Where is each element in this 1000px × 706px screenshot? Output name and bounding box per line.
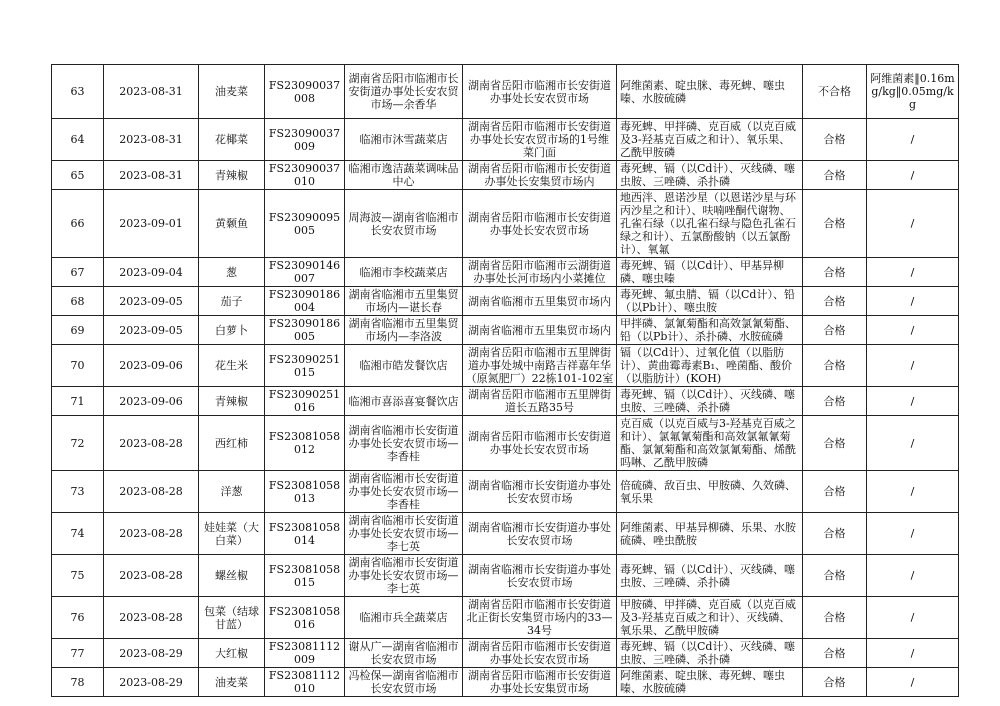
sampled-unit: 湖南省临湘市长安街道办事处长安农贸市场—李七英 — [345, 513, 463, 555]
food-name: 白萝卜 — [199, 316, 265, 345]
sampling-date: 2023-08-28 — [104, 416, 199, 471]
test-items: 毒死蜱、镉（以Cd计）、灭线磷、噻虫胺、三唑磷、杀扑磷 — [617, 555, 803, 597]
remark: / — [867, 668, 959, 697]
row-number: 72 — [52, 416, 104, 471]
row-number: 74 — [52, 513, 104, 555]
result: 合格 — [803, 416, 867, 471]
food-name: 油麦菜 — [199, 65, 265, 119]
sampling-date: 2023-09-05 — [104, 287, 199, 316]
unit-address: 湖南省岳阳市临湘市长安街道办事处长安农贸市场 — [463, 65, 617, 119]
unit-address: 湖南省临湘市长安街道办事处长安农贸市场 — [463, 555, 617, 597]
test-items: 毒死蜱、镉（以Cd计）、甲基异柳磷、噻虫嗪 — [617, 258, 803, 287]
result: 合格 — [803, 190, 867, 258]
unit-address: 湖南省岳阳市临湘市长安街道办事处长安农贸市场 — [463, 416, 617, 471]
remark: / — [867, 316, 959, 345]
food-name: 花椰菜 — [199, 119, 265, 161]
food-name: 娃娃菜（大白菜） — [199, 513, 265, 555]
table-row — [52, 345, 959, 387]
sampled-unit: 湖南省临湘市长安街道办事处长安农贸市场—李七英 — [345, 555, 463, 597]
remark: / — [867, 287, 959, 316]
sample-code: FS23081058012 — [265, 416, 345, 471]
sampling-date: 2023-08-28 — [104, 597, 199, 639]
remark: 阿维菌素‖0.16mg/kg‖0.05mg/kg — [867, 65, 959, 119]
sampled-unit: 谢从广—湖南省临湘市长安农贸市场 — [345, 639, 463, 668]
test-items: 克百威（以克百威与3-羟基克百威之和计）、氯氟氰菊酯和高效氯氟氰菊酯、氯氰菊酯和高效氯氰菊酯、烯酰吗啉、乙酰甲胺磷 — [617, 416, 803, 471]
sample-code: FS23090146007 — [265, 258, 345, 287]
sampled-unit: 湖南省临湘市五里集贸市场内—谌长春 — [345, 287, 463, 316]
result: 合格 — [803, 345, 867, 387]
table-row — [52, 555, 959, 597]
sampling-date: 2023-09-06 — [104, 345, 199, 387]
inspection-results-table — [51, 64, 959, 697]
row-number: 77 — [52, 639, 104, 668]
sampled-unit: 冯检保—湖南省临湘市长安农贸市场 — [345, 668, 463, 697]
sample-code: FS23081112009 — [265, 639, 345, 668]
sampled-unit: 湖南省临湘市长安街道办事处长安农贸市场—李香桂 — [345, 416, 463, 471]
sample-code: FS23090037008 — [265, 65, 345, 119]
sampling-date: 2023-08-31 — [104, 65, 199, 119]
table-row — [52, 597, 959, 639]
table-row — [52, 161, 959, 190]
unit-address: 湖南省岳阳市临湘市长安街道北正街长安集贸市场内的33—34号 — [463, 597, 617, 639]
sample-code: FS23090251016 — [265, 387, 345, 416]
food-name: 青辣椒 — [199, 161, 265, 190]
test-items: 甲胺磷、甲拌磷、克百威（以克百威及3-羟基克百威之和计）、灭线磷、氧乐果、乙酰甲胺磷 — [617, 597, 803, 639]
sampling-date: 2023-09-04 — [104, 258, 199, 287]
sampling-date: 2023-08-31 — [104, 161, 199, 190]
table-row — [52, 287, 959, 316]
unit-address: 湖南省岳阳市临湘市长安街道办事处长安农贸市场的1号维菜门面 — [463, 119, 617, 161]
result: 合格 — [803, 119, 867, 161]
food-name: 西红柿 — [199, 416, 265, 471]
remark: / — [867, 345, 959, 387]
food-name: 茄子 — [199, 287, 265, 316]
sampling-date: 2023-09-01 — [104, 190, 199, 258]
test-items: 阿维菌素、啶虫脒、毒死蜱、噻虫嗪、水胺硫磷 — [617, 668, 803, 697]
remark: / — [867, 119, 959, 161]
food-name: 葱 — [199, 258, 265, 287]
sample-code: FS23090186004 — [265, 287, 345, 316]
table-row — [52, 65, 959, 119]
table-row — [52, 513, 959, 555]
test-items: 甲拌磷、氯氰菊酯和高效氯氰菊酯、铅（以Pb计）、杀扑磷、水胺硫磷 — [617, 316, 803, 345]
test-items: 毒死蜱、甲拌磷、克百威（以克百威及3-羟基克百威之和计）、氧乐果、乙酰甲胺磷 — [617, 119, 803, 161]
row-number: 65 — [52, 161, 104, 190]
food-name: 大红椒 — [199, 639, 265, 668]
food-name: 螺丝椒 — [199, 555, 265, 597]
sample-code: FS23090251015 — [265, 345, 345, 387]
table-row — [52, 190, 959, 258]
row-number: 70 — [52, 345, 104, 387]
remark: / — [867, 555, 959, 597]
sampled-unit: 临湘市喜添喜宴餐饮店 — [345, 387, 463, 416]
sampling-date: 2023-08-28 — [104, 555, 199, 597]
unit-address: 湖南省临湘市长安街道办事处长安农贸市场 — [463, 471, 617, 513]
test-items: 毒死蜱、镉（以Cd计）、灭线磷、噻虫胺、三唑磷、杀扑磷 — [617, 639, 803, 668]
unit-address: 湖南省岳阳市临湘市长安街道办事处长安集贸市场 — [463, 668, 617, 697]
food-name: 包菜（结球甘蓝） — [199, 597, 265, 639]
sampled-unit: 湖南省临湘市长安街道办事处长安农贸市场—李香桂 — [345, 471, 463, 513]
test-items: 阿维菌素、啶虫脒、毒死蜱、噻虫嗪、水胺硫磷 — [617, 65, 803, 119]
food-name: 青辣椒 — [199, 387, 265, 416]
result: 合格 — [803, 639, 867, 668]
sample-code: FS23090186005 — [265, 316, 345, 345]
sample-code: FS23081058013 — [265, 471, 345, 513]
result: 合格 — [803, 513, 867, 555]
row-number: 67 — [52, 258, 104, 287]
table-row — [52, 387, 959, 416]
result: 合格 — [803, 161, 867, 190]
sampling-date: 2023-08-28 — [104, 471, 199, 513]
test-items: 镉（以Cd计）、过氧化值（以脂肪计）、黄曲霉毒素B₁、唑菌酯、酸价（以脂肪计）(KOH) — [617, 345, 803, 387]
remark: / — [867, 513, 959, 555]
food-name: 油麦菜 — [199, 668, 265, 697]
table-row — [52, 316, 959, 345]
sampling-date: 2023-09-06 — [104, 387, 199, 416]
sampled-unit: 临湘市李校蔬菜店 — [345, 258, 463, 287]
remark: / — [867, 597, 959, 639]
unit-address: 湖南省岳阳市临湘市云湖街道办事处长河市场内小菜摊位 — [463, 258, 617, 287]
remark: / — [867, 471, 959, 513]
row-number: 66 — [52, 190, 104, 258]
sampled-unit: 周海波—湖南省临湘市长安农贸市场 — [345, 190, 463, 258]
sample-code: FS23090037009 — [265, 119, 345, 161]
row-number: 78 — [52, 668, 104, 697]
result: 不合格 — [803, 65, 867, 119]
sample-code: FS23081058014 — [265, 513, 345, 555]
sample-code: FS23081058016 — [265, 597, 345, 639]
unit-address: 湖南省临湘市五里集贸市场内 — [463, 287, 617, 316]
unit-address: 湖南省岳阳市临湘市长安街道办事处长安农贸市场 — [463, 639, 617, 668]
unit-address: 湖南省岳阳市临湘市五里牌街道长五路35号 — [463, 387, 617, 416]
result: 合格 — [803, 258, 867, 287]
test-items: 阿维菌素、甲基异柳磷、乐果、水胺硫磷、唑虫酰胺 — [617, 513, 803, 555]
food-name: 洋葱 — [199, 471, 265, 513]
row-number: 71 — [52, 387, 104, 416]
row-number: 69 — [52, 316, 104, 345]
result: 合格 — [803, 287, 867, 316]
table-row — [52, 416, 959, 471]
result: 合格 — [803, 555, 867, 597]
row-number: 76 — [52, 597, 104, 639]
table-row — [52, 119, 959, 161]
row-number: 64 — [52, 119, 104, 161]
sample-code: FS23081058015 — [265, 555, 345, 597]
sample-code: FS23090095005 — [265, 190, 345, 258]
test-items: 倍硫磷、敌百虫、甲胺磷、久效磷、氧乐果 — [617, 471, 803, 513]
row-number: 68 — [52, 287, 104, 316]
remark: / — [867, 387, 959, 416]
table-row — [52, 668, 959, 697]
sampled-unit: 临湘市皓发餐饮店 — [345, 345, 463, 387]
row-number: 75 — [52, 555, 104, 597]
sampling-date: 2023-09-05 — [104, 316, 199, 345]
unit-address: 湖南省岳阳市临湘市长安街道办事处长安集贸市场内 — [463, 161, 617, 190]
test-items: 地西泮、恩诺沙星（以恩诺沙星与环丙沙星之和计）、呋喃唑酮代谢物、孔雀石绿（以孔雀石绿与隐色孔雀石绿之和计）、五氯酚酸钠（以五氯酚计）、氧氟 — [617, 190, 803, 258]
test-items: 毒死蜱、镉（以Cd计）、灭线磷、噻虫胺、三唑磷、杀扑磷 — [617, 387, 803, 416]
unit-address: 湖南省临湘市五里集贸市场内 — [463, 316, 617, 345]
test-items: 毒死蜱、氟虫腈、镉（以Cd计）、铅（以Pb计）、噻虫胺 — [617, 287, 803, 316]
result: 合格 — [803, 316, 867, 345]
food-name: 黄颡鱼 — [199, 190, 265, 258]
result: 合格 — [803, 387, 867, 416]
unit-address: 湖南省岳阳市临湘市五里牌街道办事处城中南路吉祥嘉年华（原氮肥厂）22栋101-102室 — [463, 345, 617, 387]
sampled-unit: 临湘市兵全蔬菜店 — [345, 597, 463, 639]
sampled-unit: 临湘市沐雪蔬菜店 — [345, 119, 463, 161]
remark: / — [867, 416, 959, 471]
test-items: 毒死蜱、镉（以Cd计）、灭线磷、噻虫胺、三唑磷、杀扑磷 — [617, 161, 803, 190]
remark: / — [867, 639, 959, 668]
sampled-unit: 湖南省岳阳市临湘市长安街道办事处长安农贸市场—余香华 — [345, 65, 463, 119]
sampling-date: 2023-08-29 — [104, 639, 199, 668]
table-row — [52, 471, 959, 513]
remark: / — [867, 161, 959, 190]
sampling-date: 2023-08-28 — [104, 513, 199, 555]
remark: / — [867, 258, 959, 287]
result: 合格 — [803, 471, 867, 513]
result: 合格 — [803, 668, 867, 697]
row-number: 63 — [52, 65, 104, 119]
sampled-unit: 湖南省临湘市五里集贸市场内—李洛波 — [345, 316, 463, 345]
sampling-date: 2023-08-31 — [104, 119, 199, 161]
remark: / — [867, 190, 959, 258]
food-name: 花生米 — [199, 345, 265, 387]
unit-address: 湖南省岳阳市临湘市长安街道办事处长安农贸市场 — [463, 190, 617, 258]
table-row — [52, 639, 959, 668]
row-number: 73 — [52, 471, 104, 513]
unit-address: 湖南省临湘市长安街道办事处长安农贸市场 — [463, 513, 617, 555]
table-row — [52, 258, 959, 287]
result: 合格 — [803, 597, 867, 639]
sampled-unit: 临湘市逸洁蔬菜调味品中心 — [345, 161, 463, 190]
sample-code: FS23081112010 — [265, 668, 345, 697]
sampling-date: 2023-08-29 — [104, 668, 199, 697]
sample-code: FS23090037010 — [265, 161, 345, 190]
